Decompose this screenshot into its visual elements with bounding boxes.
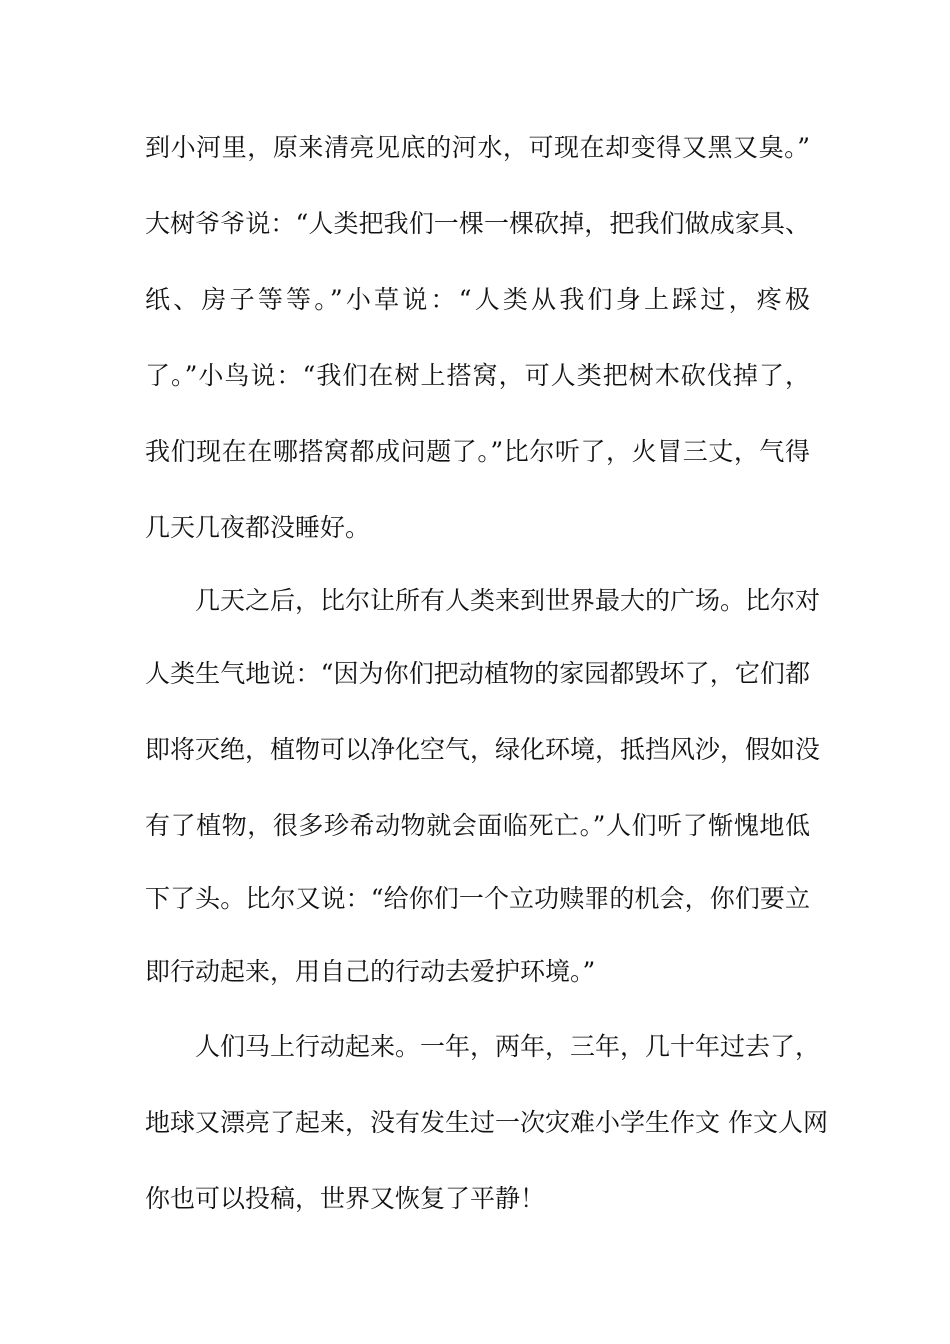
- text-line: 几天几夜都没睡好。: [145, 513, 371, 542]
- text-line: 即将灭绝，植物可以净化空气，绿化环境，抵挡风沙，假如没: [145, 735, 821, 764]
- text-line: 了。”小鸟说：“我们在树上搭窝，可人类把树木砍伐掉了，: [145, 361, 810, 390]
- text-line: 到小河里，原来清亮见底的河水，可现在却变得又黑又臭。”: [145, 133, 810, 162]
- text-line: 人类生气地说：“因为你们把动植物的家园都毁坏了，它们都: [145, 659, 810, 688]
- paragraph-first-line: 人们马上行动起来。一年，两年，三年，几十年过去了，: [195, 1032, 821, 1061]
- paragraph-first-line: 几天之后，比尔让所有人类来到世界最大的广场。比尔对: [195, 586, 821, 615]
- text-line: 即行动起来，用自己的行动去爱护环境。”: [145, 957, 596, 986]
- text-line: 大树爷爷说：“人类把我们一棵一棵砍掉，把我们做成家具、: [145, 209, 810, 238]
- text-line: 有了植物，很多珍希动物就会面临死亡。”人们听了惭愧地低: [145, 811, 810, 840]
- text-line: 你也可以投稿，世界又恢复了平静！: [145, 1184, 546, 1213]
- text-line: 纸、房子等等。”小草说：“人类从我们身上踩过，疼极: [145, 285, 810, 314]
- text-line: 下了头。比尔又说：“给你们一个立功赎罪的机会，你们要立: [145, 884, 810, 913]
- text-line: 地球又漂亮了起来，没有发生过一次灾难小学生作文 作文人网: [145, 1108, 828, 1137]
- text-line: 我们现在在哪搭窝都成问题了。”比尔听了，火冒三丈，气得: [145, 437, 810, 466]
